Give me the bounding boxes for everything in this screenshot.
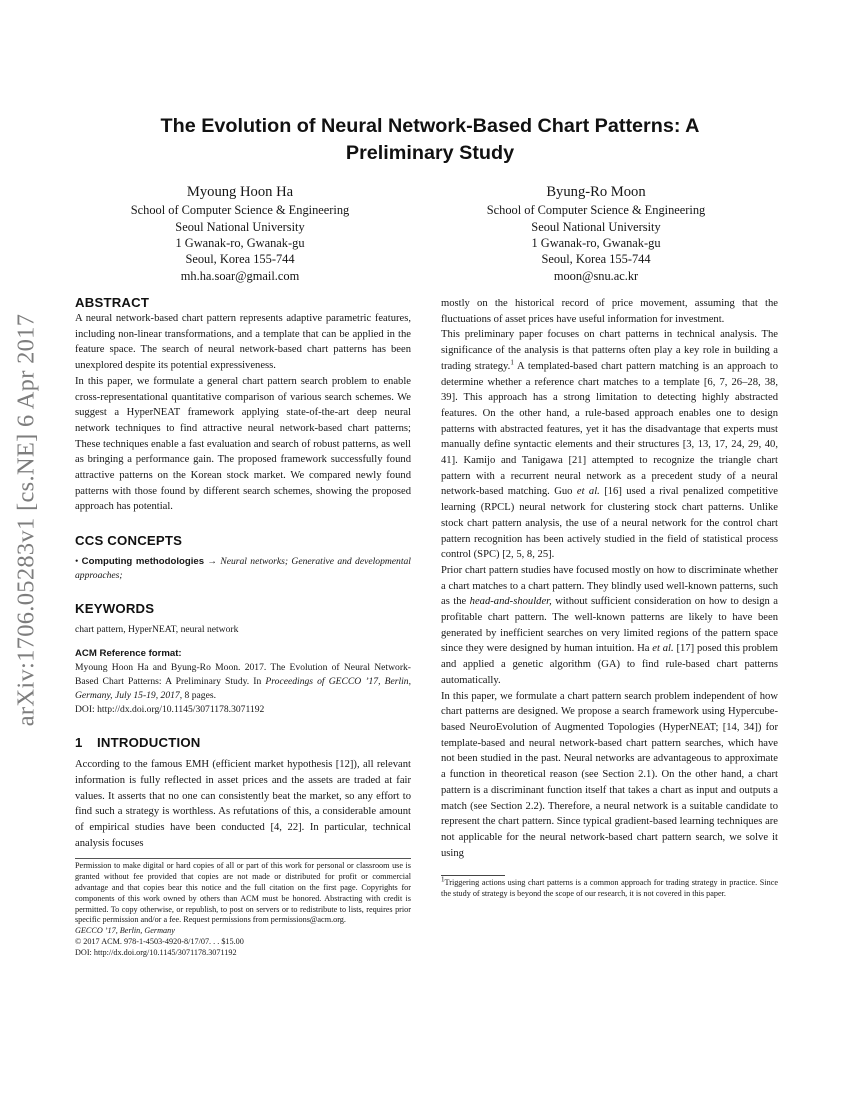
- text-run: A templated-based chart pattern matching is an approach to determine whether a reference chart matches to a template [6, 7, 26–28, 38, 39]. This approach has a strong limitation to detecting highly abstracted features. On the other hand, a rule-based approach enables one to design patterns with abstracted features, yet it has the disadvantage that experts must manually define syntactic elements and their structures [3, 13, 17, 24, 29, 40, 41]. Kamijo and Tanigawa [21] attempted to recognize the triangle chart pattern with a recurrent neural network as a precedent study of a neural network-based matching. Guo: [441, 360, 779, 498]
- footnote-text: Triggering actions using chart patterns is a common approach for trading strategy in practice. Since the study of strategy is beyond the scope of our research, it is not covered in this paper.: [441, 878, 778, 899]
- introduction-paragraph: According to the famous EMH (efficient market hypothesis [12]), all relevant information is fully reflected in asset prices and the assets are traded at fair values. It asserts that no one can consistently beat the market, so any effort to find such a strategy is worthless. As refutations of this, a considerable amount of empirical studies have been conducted [4, 22]. In particular, technical analysis focuses: [75, 759, 411, 849]
- introduction-paragraph: mostly on the historical record of price movement, assuming that the fluctuations of asset prices have useful information for investment.: [441, 298, 778, 325]
- acm-reference-authors: Myoung Hoon Ha and Byung-Ro Moon. 2017. The Evolution of Neural Network-Based Chart Patterns: A Preliminary Study. In: [75, 662, 411, 688]
- footnote-marker: 1: [510, 358, 514, 367]
- ccs-category: Computing methodologies: [81, 556, 205, 568]
- text-run: et al.: [576, 486, 600, 498]
- title-line-2: Preliminary Study: [345, 142, 515, 164]
- paper-title: [100, 113, 760, 167]
- text-run: without sufficient consideration on how to design a profitable chart pattern. The well-known patterns are likely to have been generated by inefficient searches on very limited regions of the pattern space since they were designed by human intuition. Ha: [441, 596, 778, 655]
- left-column: [75, 294, 411, 959]
- copyright-line: © 2017 ACM. 978-1-4503-4920-8/17/07. . . $15.00: [75, 936, 244, 946]
- section-title: INTRODUCTION: [97, 735, 201, 751]
- abstract-paragraph: A neural network-based chart pattern represents adaptive parametric features, including non-linear transformations, and a template that can be applied in the feature space. The search of neural network-based chart patterns has been unexplored despite its potential expressiveness.: [75, 313, 411, 372]
- arxiv-identifier: arXiv:1706.05283v1 [cs.NE] 6 Apr 2017: [12, 313, 40, 727]
- permission-rule: [75, 858, 411, 859]
- right-column: [441, 296, 778, 899]
- author-email: moon@snu.ac.kr: [553, 268, 639, 283]
- text-run: Prior chart pattern studies have focused mostly on how to discriminate whether a chart matches to a chart pattern. They blindly used well-known patterns, such as the: [441, 564, 778, 608]
- author-block: [75, 183, 780, 287]
- section-number: 1: [75, 735, 83, 751]
- author-1: [75, 183, 405, 284]
- acm-reference-text: [75, 661, 411, 717]
- text-run: [17] posed this problem and applied a genetic algorithm (GA) to find rule-based chart patterns automatically.: [441, 643, 778, 686]
- author-2: [431, 183, 761, 284]
- text-run: [16] used a rival penalized competitive learning (RPCL) neural network for clustering stock chart patterns. Unlike stock chart pattern analysis, the use of a neural network for the control chart pattern recognition has been actively studied in the field of statistical process control (SPC) [2, 5, 8, 25].: [441, 486, 778, 561]
- introduction-paragraph: [441, 563, 778, 689]
- abstract-heading: ABSTRACT: [75, 295, 150, 310]
- footnote-rule: [441, 875, 505, 876]
- text-run: head-and-shoulder,: [469, 596, 552, 608]
- acm-reference-venue: Proceedings of GECCO ’17, Berlin, Germany, July 15-19, 2017,: [75, 676, 411, 702]
- acm-reference-pages: 8 pages.: [184, 690, 216, 702]
- ccs-concepts-heading: CCS CONCEPTS: [75, 533, 183, 549]
- permission-notice: Permission to make digital or hard copies of all or part of this work for personal or classroom use is granted without fee provided that copies are not made or distributed for profit or commercial advantage and that copies bear this notice and the full citation on the first page. Copyrights for components of this work owned by others than ACM must be honored. Abstracting with credit is permitted. To copy otherwise, or republish, to post on servers or to redistribute to lists, requires prior specific permission and/or a fee. Request permissions from permissions@acm.org.: [75, 861, 411, 925]
- arxiv-stamp: [2, 292, 50, 748]
- author-email: mh.ha.soar@gmail.com: [180, 268, 300, 283]
- acm-reference-doi: DOI: http://dx.doi.org/10.1145/3071178.3071192: [75, 704, 265, 716]
- keywords-text: chart pattern, HyperNEAT, neural network: [75, 624, 239, 636]
- keywords-heading: KEYWORDS: [75, 601, 155, 617]
- author-affiliation: School of Computer Science & Engineering: [130, 203, 350, 218]
- author-name: Byung-Ro Moon: [546, 184, 646, 200]
- introduction-paragraph: In this paper, we formulate a chart pattern search problem independent of how chart patterns are designed. We propose a search framework using Hypercube-based NeuroEvolution of Augmented Topologies (HyperNEAT; [14, 34]) for template-based and neural network-based chart pattern searches, which have not been studied in the past. Neural networks are advantageous to approximate a function in theoretical reason (see Section 2.1). On the other hand, a chart pattern is a discriminant function itself that takes a chart as input and outputs a match (see Section 2.2). Therefore, a neural network is a suitable candidate to represent the chart pattern. Since typical gradient-based learning techniques are not applicable for the neural network-based chart pattern search, we solve it using: [441, 690, 778, 859]
- author-address-line: Seoul, Korea 155-744: [185, 252, 295, 267]
- title-line-1: The Evolution of Neural Network-Based Chart Patterns: A: [160, 115, 700, 137]
- author-address-line: 1 Gwanak-ro, Gwanak-gu: [531, 236, 661, 251]
- ccs-subcategory: Neural networks; Generative and developmental approaches;: [75, 556, 411, 582]
- introduction-paragraph: [441, 327, 778, 563]
- ccs-concepts-text: [75, 555, 411, 583]
- footnote: [441, 877, 778, 899]
- author-institution: Seoul National University: [531, 219, 661, 234]
- author-address-line: 1 Gwanak-ro, Gwanak-gu: [175, 236, 305, 251]
- author-name: Myoung Hoon Ha: [186, 184, 294, 200]
- text-run: et al.: [652, 643, 674, 655]
- author-institution: Seoul National University: [175, 219, 305, 234]
- abstract-paragraph: In this paper, we formulate a general chart pattern search problem to enable cross-representational quantitative comparison of various search schemes. We suggest a HyperNEAT framework applying state-of-the-art deep neural network techniques to find attractive neural network-based chart patterns; These techniques enable a fast evaluation and search of robust patterns, as well as bringing a performance gain. The proposed framework successfully found attractive patterns on the Korean stock market. We compared newly found patterns with those found by different search schemes, showing the proposed approach has potential.: [75, 375, 411, 513]
- author-address-line: Seoul, Korea 155-744: [541, 252, 651, 267]
- introduction-heading: [75, 734, 411, 751]
- text-run: This preliminary paper focuses on chart patterns in technical analysis. The significance of the analysis is that patterns often play a key role in building a trading strategy.: [441, 329, 778, 372]
- footnote-mark: 1: [441, 875, 445, 884]
- arrow-icon: →: [207, 556, 217, 568]
- acm-reference-label: ACM Reference format:: [75, 648, 182, 660]
- author-affiliation: School of Computer Science & Engineering: [486, 203, 706, 218]
- bullet: •: [75, 556, 79, 568]
- permission-doi: DOI: http://dx.doi.org/10.1145/3071178.3071192: [75, 947, 237, 957]
- conference-venue: GECCO ’17, Berlin, Germany: [75, 926, 175, 936]
